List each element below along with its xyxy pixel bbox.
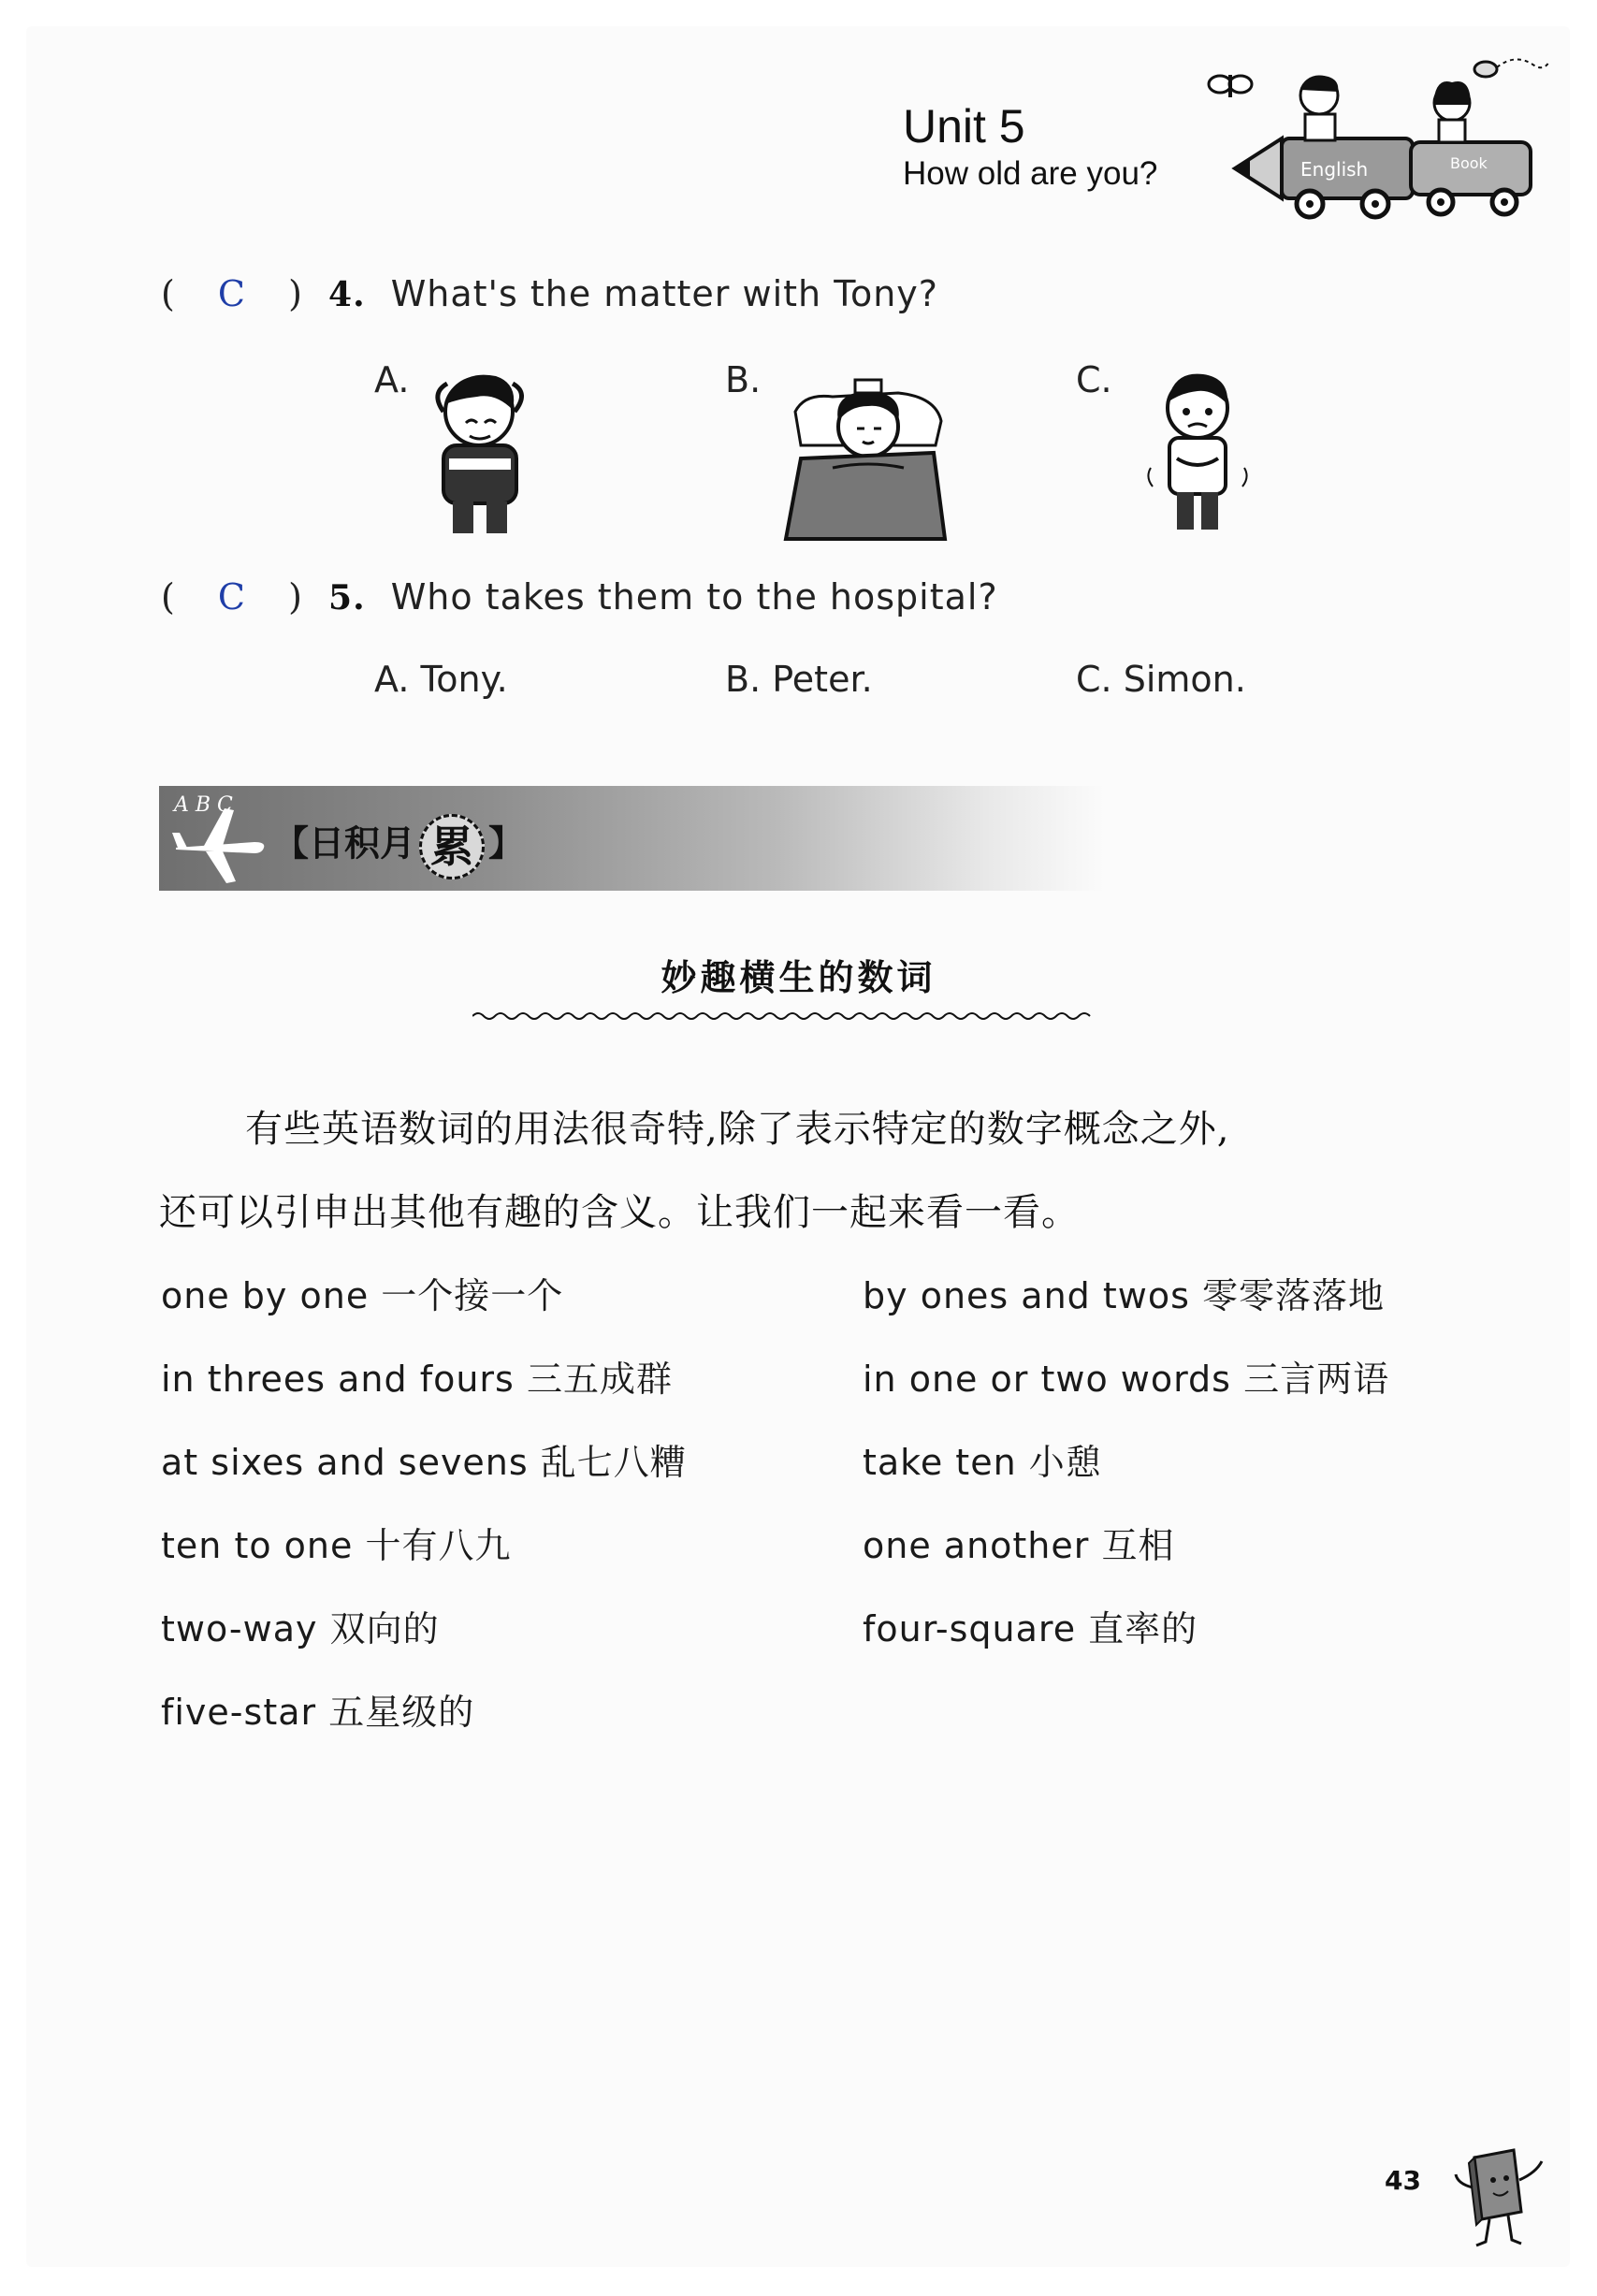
book-mascot-icon xyxy=(1448,2143,1551,2259)
phrase-en: one another xyxy=(863,1525,1090,1566)
banner-circled-char: 累 xyxy=(419,814,485,879)
banner-text-before: 【日积月 xyxy=(273,821,416,865)
banner-letters: A B C xyxy=(174,793,233,817)
book-label: Book xyxy=(1450,154,1488,172)
phrase-item xyxy=(863,1517,1175,1568)
wavy-underline xyxy=(472,1009,1095,1027)
phrase-en: ten to one xyxy=(161,1525,354,1566)
phrase-cn: 一个接一个 xyxy=(381,1275,564,1316)
boy-coughing-icon xyxy=(1132,356,1263,546)
bee-icon xyxy=(1474,59,1549,77)
phrase-item xyxy=(863,1267,1385,1318)
question-text: Who takes them to the hospital? xyxy=(390,576,998,618)
phrase-en: five-star xyxy=(161,1692,317,1733)
phrase-item xyxy=(161,1683,474,1735)
phrase-en: one by one xyxy=(161,1275,370,1316)
header-illustration xyxy=(1207,56,1553,228)
boy-holding-head-icon xyxy=(421,356,543,546)
phrase-en: two-way xyxy=(161,1608,318,1649)
option-a-text: A. Tony. xyxy=(374,659,508,700)
intro-line-1: 有些英语数词的用法很奇特,除了表示特定的数字概念之外, xyxy=(245,1108,1230,1151)
phrase-cn: 十有八九 xyxy=(365,1525,512,1566)
phrase-cn: 双向的 xyxy=(329,1608,440,1649)
phrase-item xyxy=(863,1350,1389,1402)
phrase-en: at sixes and sevens xyxy=(161,1442,529,1483)
option-b-label: B. xyxy=(725,359,762,400)
close-paren: ) xyxy=(288,576,303,618)
intro-line-2: 还可以引申出其他有趣的含义。让我们一起来看一看。 xyxy=(159,1191,1080,1234)
phrase-item xyxy=(161,1433,687,1485)
page-number: 43 xyxy=(1385,2165,1421,2196)
phrase-item xyxy=(161,1267,563,1318)
open-paren: ( xyxy=(161,273,176,314)
pencil-car-icon xyxy=(1235,138,1413,217)
question-5 xyxy=(161,576,998,618)
phrase-en: four-square xyxy=(863,1608,1077,1649)
phrase-cn: 五星级的 xyxy=(328,1692,475,1733)
butterfly-icon xyxy=(1209,75,1252,97)
phrase-cn: 三五成群 xyxy=(526,1359,673,1400)
book-car-icon xyxy=(1411,142,1531,214)
close-paren: ) xyxy=(288,273,303,314)
boy-icon xyxy=(1300,76,1338,140)
phrase-en: in threes and fours xyxy=(161,1359,515,1400)
section-title: 妙趣横生的数词 xyxy=(661,957,936,998)
pencil-label: English xyxy=(1300,158,1369,181)
option-b-text: B. Peter. xyxy=(725,659,873,700)
question-number: 5. xyxy=(328,578,366,618)
phrase-item xyxy=(863,1433,1102,1485)
option-a-label: A. xyxy=(374,359,410,400)
girl-icon xyxy=(1433,81,1471,142)
phrase-en: by ones and twos xyxy=(863,1275,1190,1316)
phrase-cn: 直率的 xyxy=(1088,1608,1198,1649)
phrase-cn: 三言两语 xyxy=(1243,1359,1390,1400)
phrase-cn: 互相 xyxy=(1101,1525,1175,1566)
option-c-label: C. xyxy=(1076,359,1112,400)
question-4 xyxy=(161,273,938,314)
phrase-cn: 乱七八糟 xyxy=(540,1442,687,1483)
unit-title: Unit 5 xyxy=(903,100,1025,153)
question-text: What's the matter with Tony? xyxy=(390,273,938,314)
unit-subtitle: How old are you? xyxy=(903,155,1158,192)
phrase-cn: 小憩 xyxy=(1028,1442,1102,1483)
answer-letter: C xyxy=(217,576,246,618)
phrase-cn: 零零落落地 xyxy=(1201,1275,1385,1316)
question-number: 4. xyxy=(328,275,366,314)
open-paren: ( xyxy=(161,576,176,618)
phrase-en: in one or two words xyxy=(863,1359,1231,1400)
banner-text-after: 】 xyxy=(488,821,525,865)
phrase-item xyxy=(863,1600,1198,1651)
banner-title xyxy=(273,814,524,879)
phrase-en: take ten xyxy=(863,1442,1017,1483)
answer-letter: C xyxy=(217,273,246,314)
phrase-item xyxy=(161,1350,673,1402)
girl-sick-in-bed-icon xyxy=(777,356,954,546)
phrase-item xyxy=(161,1517,512,1568)
phrase-item xyxy=(161,1600,440,1651)
option-c-text: C. Simon. xyxy=(1076,659,1246,700)
